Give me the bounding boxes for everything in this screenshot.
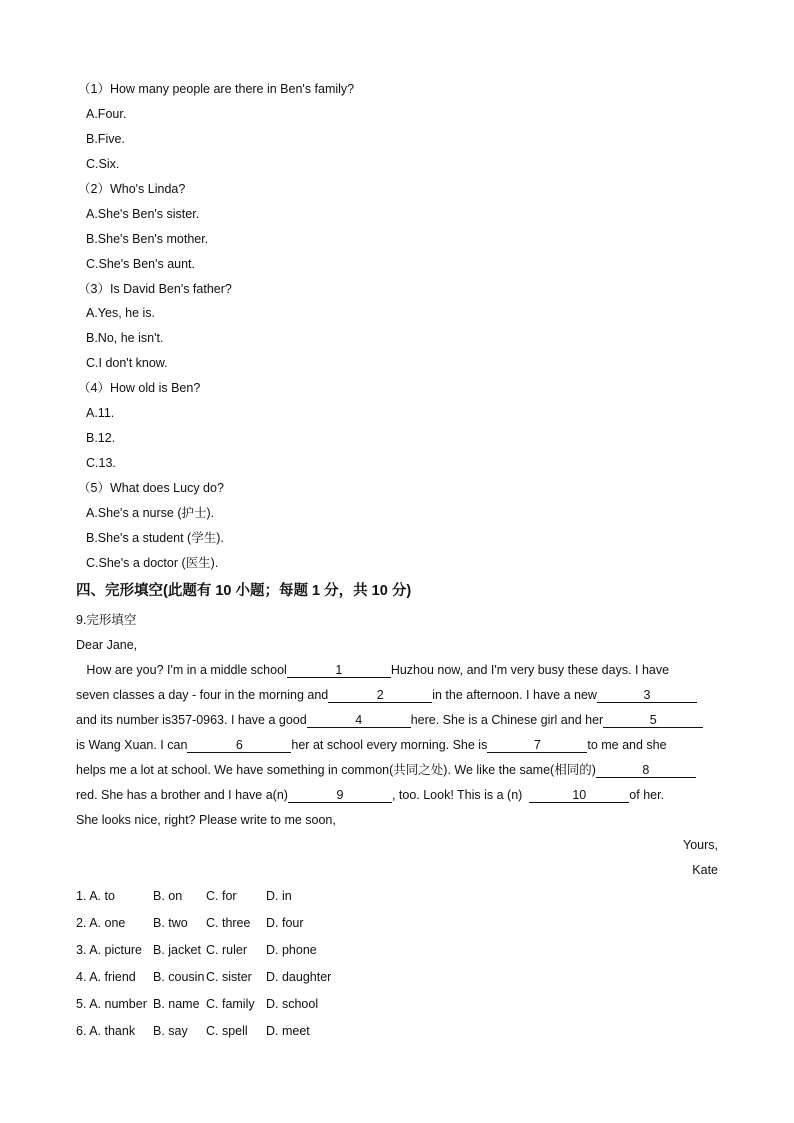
blank-5: 5 [603, 713, 703, 728]
choice-c: C. family [206, 997, 255, 1011]
passage-line: How are you? I'm in a middle school 1 Huzhou now, and I'm very busy these days. I have [76, 663, 670, 677]
choice-c: C. spell [206, 1024, 248, 1038]
blank-1: 1 [287, 663, 391, 678]
choice-b: B. cousin [153, 970, 205, 984]
choice-label: 5. A. number [76, 997, 147, 1011]
question-2-option-b: B.She's Ben's mother. [86, 232, 209, 246]
question-2-option-a: A.She's Ben's sister. [86, 207, 200, 221]
choice-label: 4. A. friend [76, 970, 136, 984]
blank-7: 7 [487, 738, 587, 753]
choice-b: B. name [153, 997, 200, 1011]
choice-c: C. ruler [206, 943, 247, 957]
section-heading: 四、完形填空(此题有 10 小题；每题 1 分，共 10 分) [76, 583, 412, 599]
question-3-prompt: （3）Is David Ben's father? [78, 282, 232, 296]
choice-c: C. three [206, 916, 251, 930]
choice-b: B. say [153, 1024, 188, 1038]
question-5-prompt: （5）What does Lucy do? [78, 481, 224, 495]
blank-6: 6 [187, 738, 291, 753]
question-4-option-a: A.11. [86, 406, 115, 420]
letter-signature: Kate [692, 863, 718, 877]
question-1-prompt: （1）How many people are there in Ben's family? [78, 82, 355, 96]
question-3-option-a: A.Yes, he is. [86, 306, 156, 320]
choice-d: D. daughter [266, 970, 332, 984]
blank-4: 4 [307, 713, 411, 728]
question-4-option-b: B.12. [86, 431, 116, 445]
question-4-option-c: C.13. [86, 456, 116, 470]
choice-label: 2. A. one [76, 916, 126, 930]
question-5-option-c: C.She's a doctor (医生). [86, 556, 219, 570]
choice-d: D. school [266, 997, 319, 1011]
choice-d: D. phone [266, 943, 317, 957]
choice-label: 3. A. picture [76, 943, 143, 957]
blank-10: 10 [529, 788, 629, 803]
passage-line: red. She has a brother and I have a(n) 9 , too. Look! This is a (n) 10 of her. [76, 788, 665, 802]
question-1-option-a: A.Four. [86, 107, 127, 121]
passage-line: is Wang Xuan. I can 6 her at school every morning. She is 7 to me and she [76, 738, 667, 752]
question-3-option-b: B.No, he isn't. [86, 331, 164, 345]
choice-c: C. sister [206, 970, 252, 984]
blank-2: 2 [328, 688, 432, 703]
choice-label: 6. A. thank [76, 1024, 136, 1038]
blank-9: 9 [288, 788, 392, 803]
blank-3: 3 [597, 688, 697, 703]
choice-b: B. on [153, 889, 183, 903]
question-5-option-a: A.She's a nurse (护士). [86, 506, 215, 520]
passage-line: and its number is357-0963. I have a good 4 here. She is a Chinese girl and her 5 [76, 712, 719, 728]
passage-line: seven classes a day - four in the morning and 2 in the afternoon. I have a new 3 [76, 687, 719, 703]
blank-8: 8 [596, 763, 696, 778]
choice-b: B. two [153, 916, 188, 930]
passage-line: helps me a lot at school. We have something in common(共同之处). We like the same(相同的) 8 [76, 762, 719, 778]
choice-d: D. four [266, 916, 304, 930]
choice-c: C. for [206, 889, 237, 903]
item-title: 9.完形填空 [76, 613, 137, 627]
question-3-option-c: C.I don't know. [86, 356, 168, 370]
choice-d: D. in [266, 889, 292, 903]
choice-label: 1. A. to [76, 889, 115, 903]
choice-b: B. jacket [153, 943, 201, 957]
question-4-prompt: （4）How old is Ben? [78, 381, 201, 395]
passage-line: She looks nice, right? Please write to me soon, [76, 813, 336, 827]
question-5-option-b: B.She's a student (学生). [86, 531, 224, 545]
question-1-option-b: B.Five. [86, 132, 125, 146]
letter-salutation: Dear Jane, [76, 638, 138, 652]
question-2-prompt: （2）Who's Linda? [78, 182, 186, 196]
question-1-option-c: C.Six. [86, 157, 120, 171]
question-2-option-c: C.She's Ben's aunt. [86, 257, 196, 271]
letter-closing: Yours, [683, 838, 718, 852]
choice-d: D. meet [266, 1024, 310, 1038]
